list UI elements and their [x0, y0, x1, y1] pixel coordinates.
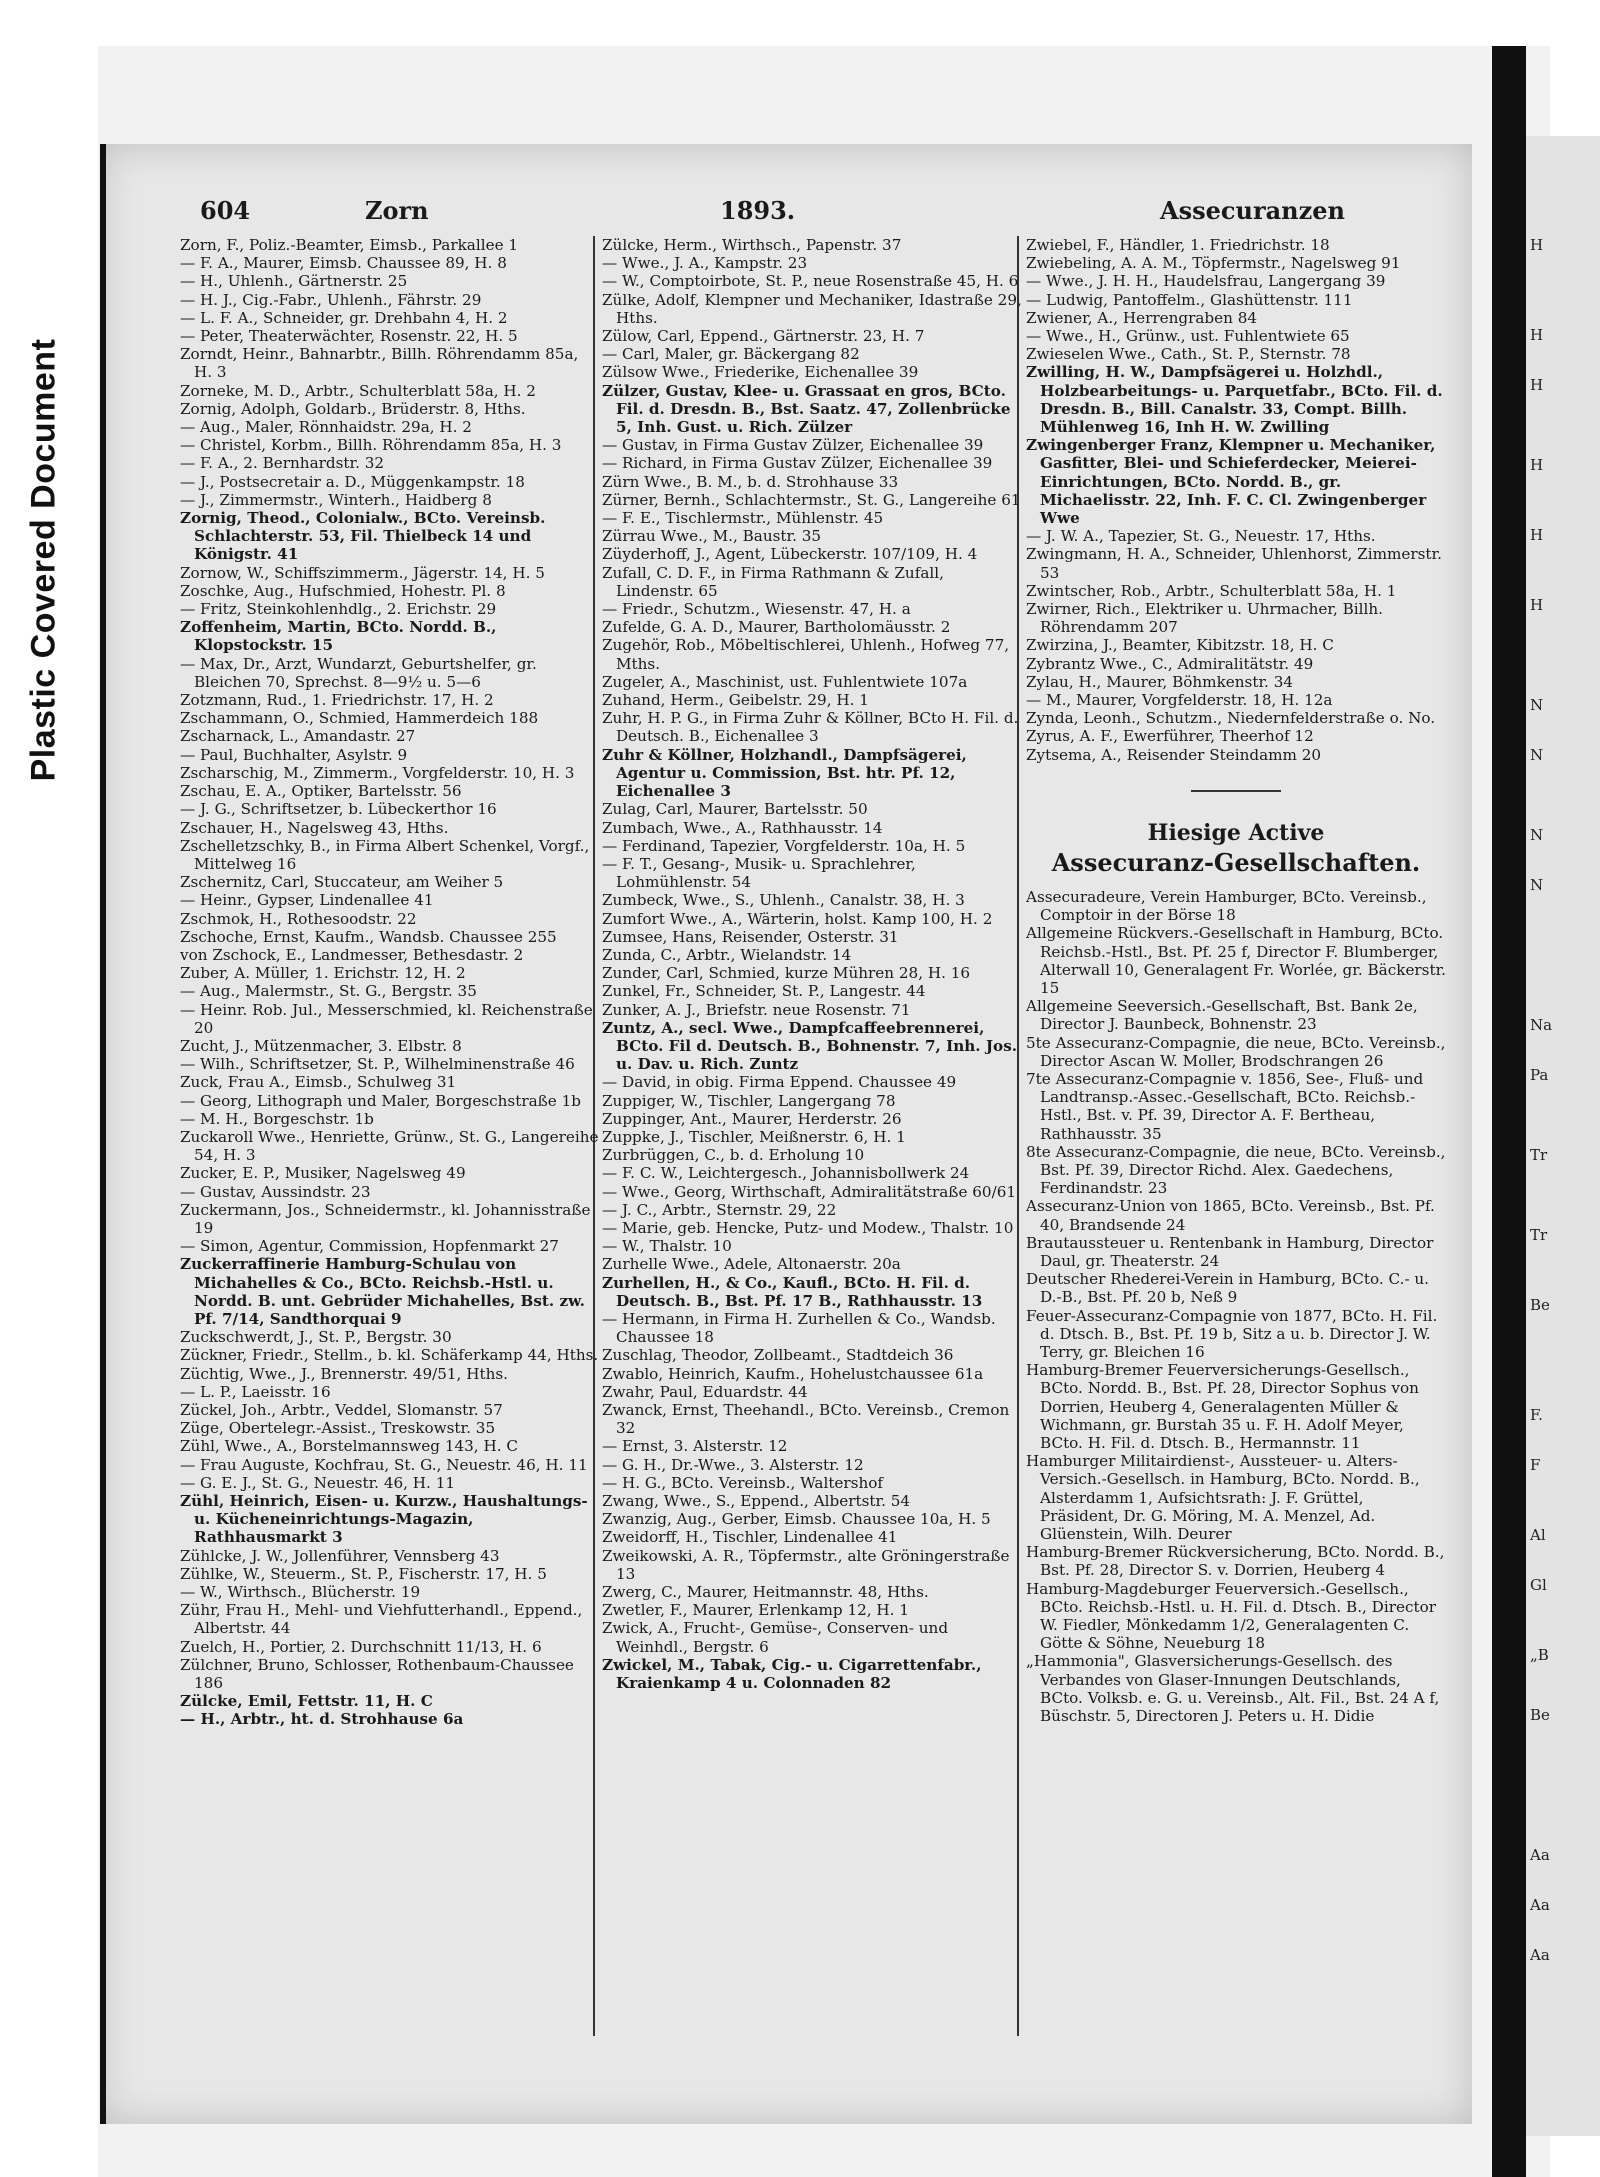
directory-entry: Zylau, H., Maurer, Böhmkenstr. 34: [1026, 672, 1294, 691]
adjacent-page-fragment: H: [1530, 526, 1544, 544]
adjacent-page-fragment: „B: [1530, 1646, 1549, 1664]
directory-entry: Zunda, C., Arbtr., Wielandstr. 14: [602, 945, 852, 964]
directory-entry: 7te Assecuranz-Compagnie v. 1856, See-, Fluß- und Landtransp.-Assec.-Gesellschaft, BCto. Reichsb.-Hstl., Bst. v. Pf. 39, Director A. F. Bertheau, Rathhausstr. 35: [1026, 1069, 1424, 1143]
directory-entry: Zuhr, H. P. G., in Firma Zuhr & Köllner, BCto H. Fil. d. Deutsch. B., Eichenallee 3: [602, 709, 1019, 746]
directory-entry: — Wwe., J. H. H., Haudelsfrau, Langergang 39: [1026, 272, 1386, 291]
directory-entry: Zühlke, W., Steuerm., St. P., Fischerstr. 17, H. 5: [180, 1564, 547, 1583]
directory-entry: Zumbeck, Wwe., S., Uhlenh., Canalstr. 38, H. 3: [602, 891, 965, 910]
directory-entry: Zumbach, Wwe., A., Rathhausstr. 14: [602, 818, 883, 837]
directory-entry: 5te Assecuranz-Compagnie, die neue, BCto. Vereinsb., Director Ascan W. Moller, Brodschrangen 26: [1026, 1033, 1446, 1070]
directory-entry: Zschernitz, Carl, Stuccateur, am Weiher 5: [180, 873, 504, 892]
directory-entry: — Wwe., H., Grünw., ust. Fuhlentwiete 65: [1026, 327, 1350, 346]
adjacent-page-fragment: Gl: [1530, 1576, 1547, 1594]
directory-entry: von Zschock, E., Landmesser, Bethesdastr. 2: [180, 945, 524, 964]
directory-entry: Zwintscher, Rob., Arbtr., Schulterblatt 58a, H. 1: [1026, 581, 1397, 600]
directory-entry: Zynda, Leonh., Schutzm., Niedernfelderstraße o. No.: [1026, 709, 1436, 728]
directory-entry: Zwick, A., Frucht-, Gemüse-, Conserven- und Weinhdl., Bergstr. 6: [602, 1619, 949, 1656]
directory-entry: Zühr, Frau H., Mehl- und Viehfutterhandl., Eppend., Albertstr. 44: [180, 1601, 583, 1638]
directory-entry: Züyderhoff, J., Agent, Lübeckerstr. 107/109, H. 4: [602, 545, 978, 564]
page-header: [200, 196, 1345, 230]
directory-entry: — J. W. A., Tapezier, St. G., Neuestr. 17, Hths.: [1026, 527, 1376, 546]
directory-entry: — Fritz, Steinkohlenhdlg., 2. Erichstr. 29: [180, 600, 497, 619]
directory-entry: Zwingmann, H. A., Schneider, Uhlenhorst, Zimmerstr. 53: [1026, 545, 1442, 582]
directory-entry: Hamburg-Bremer Feuerversicherungs-Gesellsch., BCto. Nordd. B., Bst. Pf. 28, Director Sophus von Dorrien, Heuberg 4, Generalagenten Müller & Wichmann, gr. Burstah 35 u. F. H. Adolf Meyer, BCto. H. Fil. d. Dtsch. B., Hermannstr. 11: [1026, 1361, 1419, 1452]
directory-entry: — F. A., Maurer, Eimsb. Chaussee 89, H. 8: [180, 254, 507, 273]
directory-entry: — Simon, Agentur, Commission, Hopfenmarkt 27: [180, 1237, 559, 1256]
directory-entry: Zwieselen Wwe., Cath., St. P., Sternstr. 78: [1026, 345, 1351, 364]
directory-entry: Zornow, W., Schiffszimmerm., Jägerstr. 14, H. 5: [180, 563, 545, 582]
adjacent-page-fragment: F.: [1530, 1406, 1543, 1424]
directory-entry: — Frau Auguste, Kochfrau, St. G., Neuestr. 46, H. 11: [180, 1455, 588, 1474]
directory-entry: — H. J., Cig.-Fabr., Uhlenh., Fährstr. 29: [180, 290, 482, 309]
directory-entry: — H., Uhlenh., Gärtnerstr. 25: [180, 272, 408, 291]
directory-entry: Zunkel, Fr., Schneider, St. P., Langestr. 44: [602, 982, 926, 1001]
directory-entry: Hamburg-Bremer Rückversicherung, BCto. Nordd. B., Bst. Pf. 28, Director S. v. Dorrien, Heuberg 4: [1026, 1543, 1445, 1580]
directory-entry: Zückel, Joh., Arbtr., Veddel, Slomanstr. 57: [180, 1401, 503, 1419]
directory-entry: Zorndt, Heinr., Bahnarbtr., Billh. Röhrendamm 85a, H. 3: [180, 345, 579, 382]
adjacent-page-fragment: N: [1530, 746, 1544, 764]
directory-entry: Zurhelle Wwe., Adele, Altonaerstr. 20a: [602, 1255, 901, 1274]
directory-entry: Hamburger Militairdienst-, Aussteuer- u. Alters-Versich.-Gesellsch. in Hamburg, BCto. Nordd. B., Alsterdamm 1, Aufsichtsrath: J. F. Grüttel, Präsident, Dr. G. Möring, M. A. Menzel, Ad. Glüenstein, Wilh. Deurer: [1026, 1452, 1420, 1543]
directory-entry: — Wwe., J. A., Kampstr. 23: [602, 254, 808, 273]
directory-entry: Zornig, Adolph, Goldarb., Brüderstr. 8, Hths.: [180, 399, 526, 418]
directory-entry: Zwahr, Paul, Eduardstr. 44: [602, 1382, 808, 1401]
directory-entry: Zwetler, F., Maurer, Erlenkamp 12, H. 1: [602, 1601, 909, 1620]
directory-entry: Zybrantz Wwe., C., Admiralitätstr. 49: [1026, 654, 1314, 673]
directory-entry: Zwerg, C., Maurer, Heitmannstr. 48, Hths.: [602, 1583, 929, 1602]
adjacent-page-fragment: N: [1530, 826, 1544, 844]
directory-entry: Zschmok, H., Rothesoodstr. 22: [180, 909, 417, 928]
adjacent-page-fragment: Tr: [1530, 1146, 1548, 1164]
directory-entry: — H. G., BCto. Vereinsb., Waltershof: [602, 1473, 884, 1492]
directory-entry: Zürrau Wwe., M., Baustr. 35: [602, 527, 822, 546]
directory-entry: — W., Wirthsch., Blücherstr. 19: [180, 1583, 421, 1602]
directory-entry: Züchtig, Wwe., J., Brennerstr. 49/51, Hths.: [180, 1364, 508, 1383]
adjacent-page-fragment: Aa: [1530, 1846, 1550, 1864]
directory-entry: Zschoche, Ernst, Kaufm., Wandsb. Chaussee 255: [180, 927, 557, 946]
directory-entry: Zwirner, Rich., Elektriker u. Uhrmacher, Billh. Röhrendamm 207: [1026, 600, 1383, 637]
directory-entry: Zufelde, G. A. D., Maurer, Bartholomäusstr. 2: [602, 618, 951, 637]
directory-entry: Zwirzina, J., Beamter, Kibitzstr. 18, H. C: [1026, 636, 1334, 655]
directory-entry: Zscharnack, L., Amandastr. 27: [180, 727, 416, 746]
directory-entry: Zuhr & Köllner, Holzhandl., Dampfsägerei, Agentur u. Commission, Bst. htr. Pf. 12, Eichenallee 3: [602, 745, 967, 801]
directory-entry: Zuppinger, Ant., Maurer, Herderstr. 26: [602, 1109, 902, 1128]
directory-entry: Zytsema, A., Reisender Steindamm 20: [1026, 745, 1322, 764]
column-1: [180, 236, 600, 2056]
directory-entry: Zwanck, Ernst, Theehandl., BCto. Vereinsb., Cremon 32: [602, 1401, 1010, 1438]
directory-entry: Zülow, Carl, Eppend., Gärtnerstr. 23, H. 7: [602, 327, 925, 346]
adjacent-page-fragment: H: [1530, 596, 1544, 614]
directory-entry: Zulag, Carl, Maurer, Bartelsstr. 50: [602, 800, 868, 819]
directory-entry: Zückner, Friedr., Stellm., b. kl. Schäferkamp 44, Hths.: [180, 1346, 599, 1365]
directory-entry: Zürn Wwe., B. M., b. d. Strohhause 33: [602, 472, 899, 491]
directory-entry: 8te Assecuranz-Compagnie, die neue, BCto. Vereinsb., Bst. Pf. 39, Director Richd. Alex. Gaedechens, Ferdinandstr. 23: [1026, 1142, 1446, 1198]
book-gutter: [1492, 46, 1526, 2177]
directory-entry: — L. F. A., Schneider, gr. Drehbahn 4, H. 2: [180, 308, 508, 327]
directory-entry: Zwiener, A., Herrengraben 84: [1026, 308, 1258, 327]
directory-entry: — Georg, Lithograph und Maler, Borgeschstraße 1b: [180, 1091, 581, 1110]
directory-entry: Allgemeine Rückvers.-Gesellschaft in Hamburg, BCto. Reichsb.-Hstl., Bst. Pf. 25 f, Director F. Blumberger, Alterwall 10, Generalagent Fr. Worlée, gr. Bäckerstr. 15: [1026, 924, 1446, 997]
directory-entry: — J., Postsecretair a. D., Müggenkampstr. 18: [180, 472, 525, 491]
directory-entry: Zwiebel, F., Händler, 1. Friedrichstr. 18: [1026, 236, 1330, 254]
directory-entry: Zugehör, Rob., Möbeltischlerei, Uhlenh., Hofweg 77, Mths.: [602, 636, 1010, 673]
directory-entry: Zwiebeling, A. A. M., Töpfermstr., Nagelsweg 91: [1026, 254, 1401, 273]
directory-entry: Zuppke, J., Tischler, Meißnerstr. 6, H. 1: [602, 1127, 906, 1146]
directory-entry: Zwingenberger Franz, Klempner u. Mechaniker, Gasfitter, Blei- und Schieferdecker, Meierei-Einrichtungen, BCto. Nordd. B., gr. Michaelisstr. 22, Inh. F. C. Cl. Zwingenberger Wwe: [1026, 436, 1436, 528]
directory-entry: Zuhand, Herm., Geibelstr. 29, H. 1: [602, 691, 869, 710]
directory-entry: — L. P., Laeisstr. 16: [180, 1382, 331, 1401]
directory-entry: Zuck, Frau A., Eimsb., Schulweg 31: [180, 1073, 457, 1092]
adjacent-page-fragment: H: [1530, 326, 1544, 344]
adjacent-page-fragment: N: [1530, 696, 1544, 714]
adjacent-page-fragment: Pa: [1530, 1066, 1549, 1084]
adjacent-page-fragment: Be: [1530, 1296, 1550, 1314]
directory-entry: Zuppiger, W., Tischler, Langergang 78: [602, 1091, 896, 1110]
directory-entry: — Gustav, in Firma Gustav Zülzer, Eichenallee 39: [602, 436, 984, 455]
directory-entry: Zuber, A. Müller, 1. Erichstr. 12, H. 2: [180, 964, 466, 983]
directory-entry: — Aug., Maler, Rönnhaidstr. 29a, H. 2: [180, 418, 472, 437]
directory-entry: Zwickel, M., Tabak, Cig.- u. Cigarrettenfabr., Kraienkamp 4 u. Colonnaden 82: [602, 1655, 982, 1693]
directory-entry: — J., Zimmermstr., Winterh., Haidberg 8: [180, 490, 492, 509]
directory-entry: — Friedr., Schutzm., Wiesenstr. 47, H. a: [602, 600, 911, 619]
directory-entry: Zumsee, Hans, Reisender, Osterstr. 31: [602, 927, 899, 946]
directory-entry: — J. G., Schriftsetzer, b. Lübeckerthor 16: [180, 800, 497, 819]
section-separator: [1191, 790, 1281, 792]
directory-entry: Zunker, A. J., Briefstr. neue Rosenstr. 71: [602, 1000, 911, 1019]
directory-entry: Zurbrüggen, C., b. d. Erholung 10: [602, 1146, 865, 1165]
directory-entry: Zühl, Heinrich, Eisen- u. Kurzw., Haushaltungs- u. Kücheneinrichtungs-Magazin, Rathhausmarkt 3: [180, 1492, 588, 1547]
directory-entry: — Richard, in Firma Gustav Zülzer, Eichenallee 39: [602, 454, 993, 473]
directory-entry: Zülzer, Gustav, Klee- u. Grassaat en gros, BCto. Fil. d. Dresdn. B., Bst. Saatz. 47, Zollenbrücke 5, Inh. Gust. u. Rich. Zülzer: [602, 381, 1011, 437]
adjacent-page-fragment: Be: [1530, 1706, 1550, 1724]
directory-entry: Zorneke, M. D., Arbtr., Schulterblatt 58a, H. 2: [180, 381, 536, 400]
adjacent-page-fragment: Tr: [1530, 1226, 1548, 1244]
directory-entry: — Gustav, Aussindstr. 23: [180, 1182, 371, 1201]
directory-entry: Zülke, Adolf, Klempner und Mechaniker, Idastraße 29, Hths.: [602, 290, 1022, 327]
header-left-word: Zorn: [365, 196, 429, 225]
directory-entry: Hamburg-Magdeburger Feuerversich.-Gesellsch., BCto. Reichsb.-Hstl. u. H. Fil. d. Dtsch. B., Director W. Fiedler, Mönkedamm 1/2, Generalagenten C. Götte & Söhne, Neueburg 18: [1026, 1579, 1436, 1653]
directory-entry: Zuckaroll Wwe., Henriette, Grünw., St. G., Langereihe 54, H. 3: [180, 1127, 599, 1165]
directory-entry: „Hammonia", Glasversicherungs-Gesellsch. des Verbandes von Glaser-Innungen Deutschlands, BCto. Volksb. e. G. u. Vereinsb., Alt. Fil., Bst. 24 A f, Büschstr. 5, Directoren J. Peters u. H. Didie: [1026, 1652, 1440, 1726]
plastic-covered-text: Plastic Covered Document: [24, 338, 63, 782]
directory-entry: — Paul, Buchhalter, Asylstr. 9: [180, 745, 408, 764]
adjacent-page-strip: [1526, 136, 1600, 2136]
directory-entry: — David, in obig. Firma Eppend. Chaussee 49: [602, 1073, 957, 1092]
directory-entry: — Hermann, in Firma H. Zurhellen & Co., Wandsb. Chaussee 18: [602, 1309, 996, 1347]
directory-entry: — Ernst, 3. Alsterstr. 12: [602, 1437, 788, 1456]
directory-entry: Zumfort Wwe., A., Wärterin, holst. Kamp 100, H. 2: [602, 909, 993, 928]
directory-entry: Zuckermann, Jos., Schneidermstr., kl. Johannisstraße 19: [180, 1200, 591, 1237]
directory-entry: Zurhellen, H., & Co., Kaufl., BCto. H. Fil. d. Deutsch. B., Bst. Pf. 17 B., Rathhausstr. 13: [602, 1273, 983, 1310]
directory-entry: Zorn, F., Poliz.-Beamter, Eimsb., Parkallee 1: [180, 236, 519, 254]
directory-entry: Zyrus, A. F., Ewerführer, Theerhof 12: [1026, 727, 1314, 746]
directory-entry: Zülsow Wwe., Friederike, Eichenallee 39: [602, 363, 919, 382]
directory-entry: Zucht, J., Mützenmacher, 3. Elbstr. 8: [180, 1036, 462, 1055]
column-2: [602, 236, 1022, 2056]
directory-entry: — M., Maurer, Vorgfelderstr. 18, H. 12a: [1026, 691, 1333, 710]
directory-entry: Zweikowski, A. R., Töpfermstr., alte Gröningerstraße 13: [602, 1546, 1010, 1583]
directory-entry: Zülchner, Bruno, Schlosser, Rothenbaum-Chaussee 186: [180, 1655, 574, 1693]
directory-entry: Assecuradeure, Verein Hamburger, BCto. Vereinsb., Comptoir in der Börse 18: [1026, 887, 1427, 925]
directory-entry: — F. C. W., Leichtergesch., Johannisbollwerk 24: [602, 1164, 970, 1183]
directory-entry: Zucker, E. P., Musiker, Nagelsweg 49: [180, 1164, 466, 1183]
insurance-companies-list: [1026, 888, 1446, 1725]
directory-entry: Zschauer, H., Nagelsweg 43, Hths.: [180, 818, 449, 837]
directory-entry: Zornig, Theod., Colonialw., BCto. Vereinsb. Schlachterstr. 53, Fil. Thielbeck 14 und Königstr. 41: [180, 509, 546, 564]
directory-entry: Brautaussteuer u. Rentenbank in Hamburg, Director Daul, gr. Theaterstr. 24: [1026, 1233, 1434, 1270]
directory-entry: — Max, Dr., Arzt, Wundarzt, Geburtshelfer, gr. Bleichen 70, Sprechst. 8—9½ u. 5—6: [180, 654, 537, 691]
directory-entry: Zühl, Wwe., A., Borstelmannsweg 143, H. C: [180, 1437, 518, 1456]
column-3-directory-entries: [1026, 236, 1446, 764]
directory-entry: — Ludwig, Pantoffelm., Glashüttenstr. 111: [1026, 290, 1353, 309]
directory-entry: Allgemeine Seeversich.-Gesellschaft, Bst. Bank 2e, Director J. Baunbeck, Bohnenstr. 23: [1026, 997, 1418, 1034]
directory-entry: Zühlcke, J. W., Jollenführer, Vennsberg 43: [180, 1546, 500, 1565]
directory-entry: — Peter, Theaterwächter, Rosenstr. 22, H. 5: [180, 327, 518, 346]
directory-entry: — Aug., Malermstr., St. G., Bergstr. 35: [180, 982, 477, 1001]
directory-entry: Zschelletzschky, B., in Firma Albert Schenkel, Vorgf., Mittelweg 16: [180, 836, 590, 873]
section-title-line-2: Assecuranz-Gesellschaften.: [1051, 847, 1421, 877]
directory-entry: Deutscher Rhederei-Verein in Hamburg, BCto. C.- u. D.-B., Bst. Pf. 20 b, Neß 9: [1026, 1270, 1430, 1307]
directory-entry: — Marie, geb. Hencke, Putz- und Modew., Thalstr. 10: [602, 1218, 1014, 1237]
header-year: 1893.: [720, 196, 796, 225]
directory-entry: Zülcke, Emil, Fettstr. 11, H. C: [180, 1692, 433, 1711]
directory-entry: — Christel, Korbm., Billh. Röhrendamm 85a, H. 3: [180, 436, 562, 455]
adjacent-page-fragment: H: [1530, 376, 1544, 394]
directory-entry: Zuntz, A., secl. Wwe., Dampfcaffeebrennerei, BCto. Fil d. Deutsch. B., Bohnenstr. 7, Inh. Jos. u. Dav. u. Rich. Zuntz: [602, 1018, 1018, 1074]
directory-entry: Zschammann, O., Schmied, Hammerdeich 188: [180, 709, 539, 728]
directory-entry: Zuckschwerdt, J., St. P., Bergstr. 30: [180, 1328, 452, 1347]
directory-entry: — Heinr. Rob. Jul., Messerschmied, kl. Reichenstraße 20: [180, 1000, 593, 1037]
directory-entry: Zoffenheim, Martin, BCto. Nordd. B., Klopstockstr. 15: [180, 618, 497, 655]
directory-entry: Zwablo, Heinrich, Kaufm., Hohelustchaussee 61a: [602, 1364, 984, 1383]
directory-entry: Zscharschig, M., Zimmerm., Vorgfelderstr. 10, H. 3: [180, 763, 575, 782]
directory-entry: Zuckerraffinerie Hamburg-Schulau von Michahelles & Co., BCto. Reichsb.-Hstl. u. Nordd. B. unt. Gebrüder Michahelles, Bst. zw. Pf. 7/14, Sandthorquai 9: [180, 1255, 585, 1328]
adjacent-page-fragment: Al: [1530, 1526, 1546, 1544]
directory-entry: — Carl, Maler, gr. Bäckergang 82: [602, 345, 860, 364]
directory-entry: — H., Arbtr., ht. d. Strohhause 6a: [180, 1710, 464, 1729]
adjacent-page-fragment: Aa: [1530, 1946, 1550, 1964]
directory-entry: Feuer-Assecuranz-Compagnie von 1877, BCto. H. Fil. d. Dtsch. B., Bst. Pf. 19 b, Sitz a u. b. Director J. W. Terry, gr. Bleichen 16: [1026, 1306, 1438, 1361]
adjacent-page-fragment: F: [1530, 1456, 1541, 1474]
directory-entry: — W., Comptoirbote, St. P., neue Rosenstraße 45, H. 6: [602, 272, 1019, 291]
directory-entry: Zwang, Wwe., S., Eppend., Albertstr. 54: [602, 1492, 911, 1511]
directory-entry: Zunder, Carl, Schmied, kurze Mühren 28, H. 16: [602, 964, 971, 983]
directory-entry: Zoschke, Aug., Hufschmied, Hohestr. Pl. 8: [180, 581, 506, 600]
directory-entry: — J. C., Arbtr., Sternstr. 29, 22: [602, 1200, 837, 1219]
section-title-line-1: Hiesige Active: [1147, 819, 1325, 846]
directory-entry: Assecuranz-Union von 1865, BCto. Vereinsb., Bst. Pf. 40, Brandsende 24: [1026, 1197, 1435, 1234]
directory-entry: Zuschlag, Theodor, Zollbeamt., Stadtdeich 36: [602, 1346, 954, 1365]
directory-entry: Zschau, E. A., Optiker, Bartelsstr. 56: [180, 782, 462, 801]
directory-entry: Zülcke, Herm., Wirthsch., Papenstr. 37: [602, 236, 902, 254]
directory-entry: Zweidorff, H., Tischler, Lindenallee 41: [602, 1528, 898, 1547]
adjacent-page-fragment: Aa: [1530, 1896, 1550, 1914]
directory-entry: — Wwe., Georg, Wirthschaft, Admiralitätstraße 60/61: [602, 1182, 1017, 1201]
directory-entry: Zürner, Bernh., Schlachtermstr., St. G., Langereihe 61: [602, 490, 1021, 509]
directory-entry: Zufall, C. D. F., in Firma Rathmann & Zufall, Lindenstr. 65: [602, 563, 944, 600]
directory-entry: Zugeler, A., Maschinist, ust. Fuhlentwiete 107a: [602, 672, 968, 691]
directory-entry: — W., Thalstr. 10: [602, 1237, 732, 1256]
directory-entry: — Wilh., Schriftsetzer, St. P., Wilhelminenstraße 46: [180, 1055, 575, 1074]
plastic-covered-label: [14, 290, 74, 830]
directory-entry: — Ferdinand, Tapezier, Vorgfelderstr. 10a, H. 5: [602, 836, 966, 855]
directory-entry: — F. A., 2. Bernhardstr. 32: [180, 454, 385, 473]
column-3: [1026, 236, 1446, 2056]
directory-entry: — G. E. J., St. G., Neuestr. 46, H. 11: [180, 1473, 456, 1492]
page-left-edge: [100, 144, 106, 2124]
adjacent-page-fragment: H: [1530, 456, 1544, 474]
directory-entry: Zuelch, H., Portier, 2. Durchschnitt 11/13, H. 6: [180, 1637, 542, 1656]
header-right-word: Assecuranzen: [1160, 196, 1345, 225]
directory-entry: — F. E., Tischlermstr., Mühlenstr. 45: [602, 509, 884, 528]
adjacent-page-fragment: Na: [1530, 1016, 1553, 1034]
directory-entry: Zwanzig, Aug., Gerber, Eimsb. Chaussee 10a, H. 5: [602, 1510, 991, 1529]
directory-entry: — M. H., Borgeschstr. 1b: [180, 1109, 374, 1128]
adjacent-page-fragment: N: [1530, 876, 1544, 894]
directory-entry: Züge, Obertelegr.-Assist., Treskowstr. 35: [180, 1419, 496, 1438]
directory-entry: — F. T., Gesang-, Musik- u. Sprachlehrer, Lohmühlenstr. 54: [602, 854, 916, 892]
directory-entry: Zwilling, H. W., Dampfsägerei u. Holzhdl., Holzbearbeitungs- u. Parquetfabr., BCto. Fil. d. Dresdn. B., Bill. Canalstr. 33, Compt. Billh. Mühlenweg 16, Inh H. W. Zwilling: [1026, 363, 1443, 437]
directory-entry: — G. H., Dr.-Wwe., 3. Alsterstr. 12: [602, 1455, 864, 1474]
adjacent-page-fragment: H: [1530, 236, 1544, 254]
directory-entry: Zotzmann, Rud., 1. Friedrichstr. 17, H. 2: [180, 691, 494, 710]
page-number: 604: [200, 196, 251, 225]
directory-entry: — Heinr., Gypser, Lindenallee 41: [180, 891, 434, 910]
